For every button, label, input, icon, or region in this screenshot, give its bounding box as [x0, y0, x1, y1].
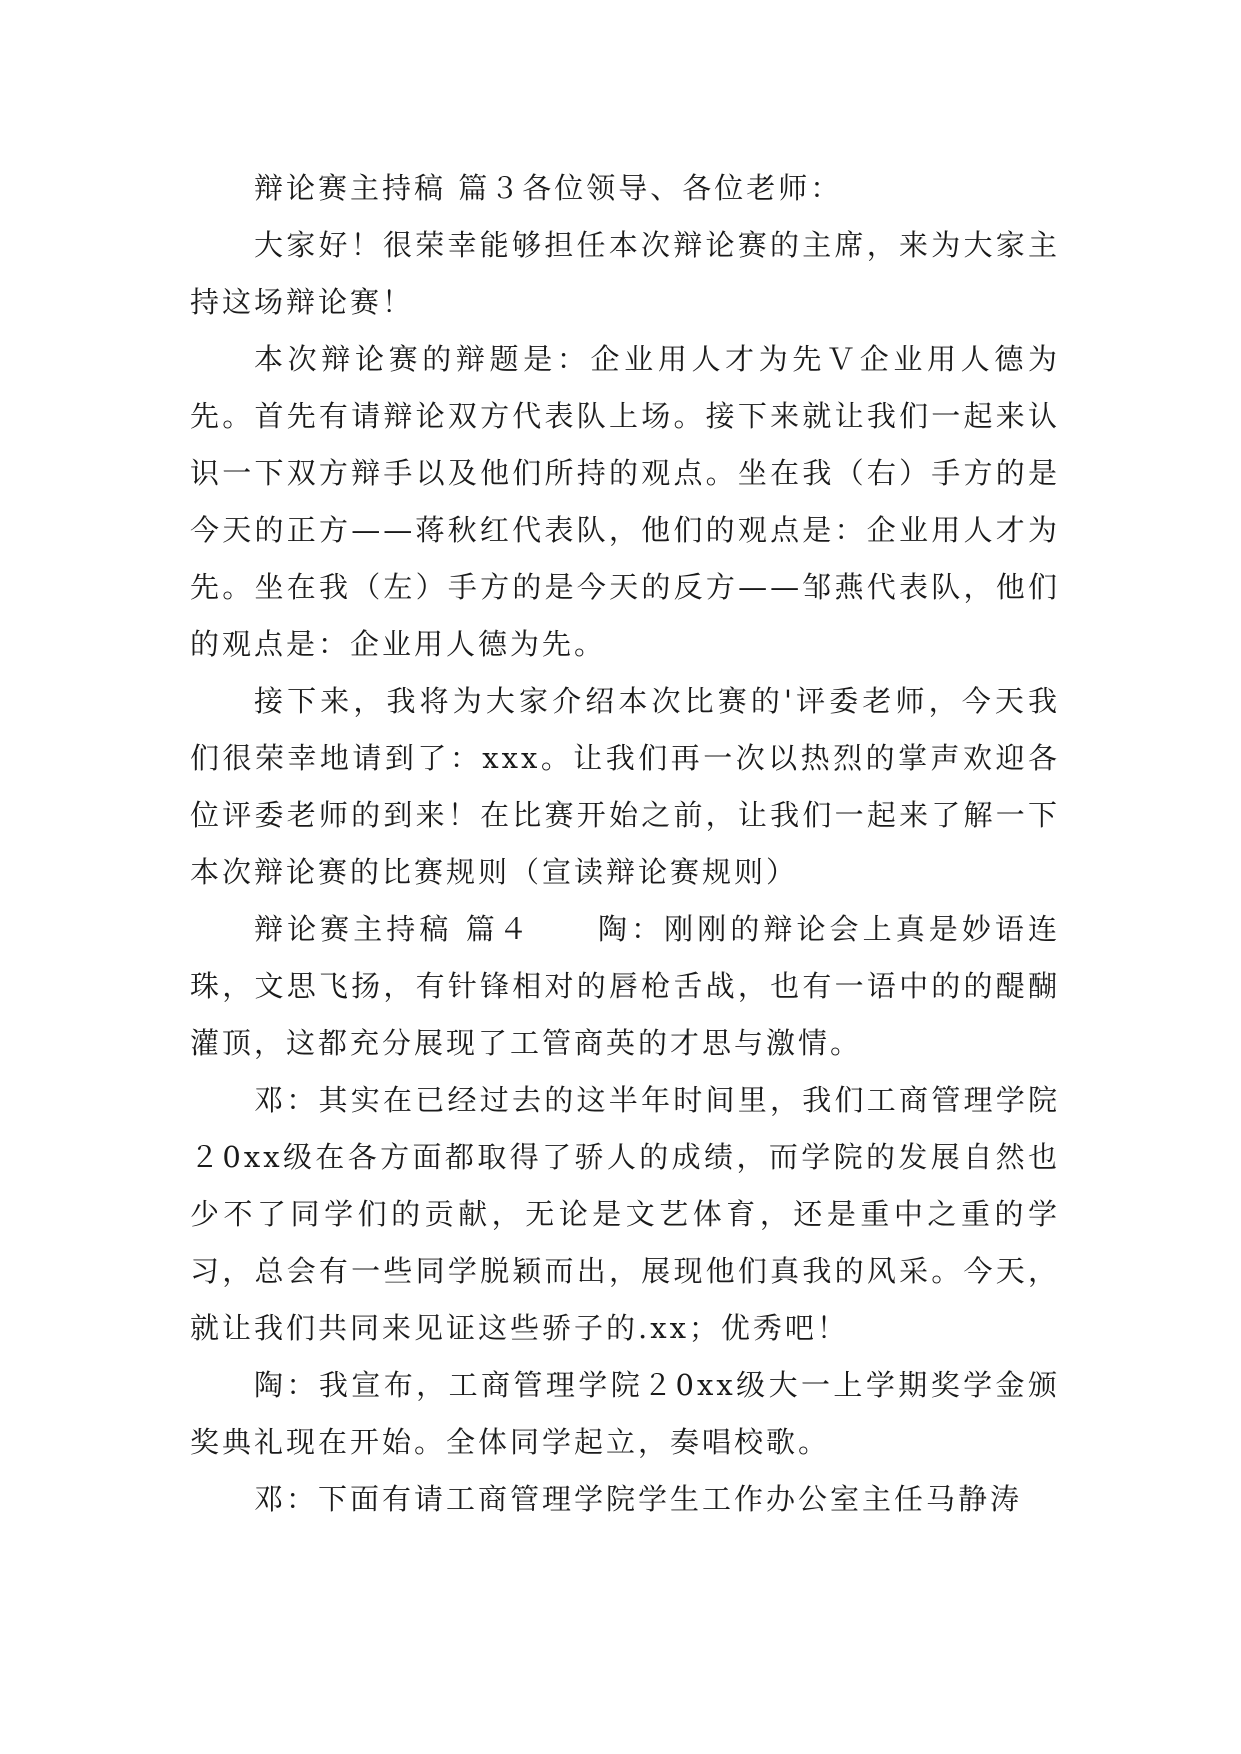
paragraph-topic: 本次辩论赛的辩题是：企业用人才为先Ｖ企业用人德为先。首先有请辩论双方代表队上场。接下来就让我们一起来认识一下双方辩手以及他们所持的观点。坐在我（右）手方的是今天的正方——蒋秋红代表队，他们的观点是：企业用人才为先。坐在我（左）手方的是今天的反方——邹燕代表队，他们的观点是：企业用人德为先。 — [190, 342, 1060, 661]
paragraph-intro: 辩论赛主持稿 篇３各位领导、各位老师： — [254, 171, 843, 205]
document-body — [190, 160, 1060, 1528]
paragraph-greeting: 大家好！很荣幸能够担任本次辩论赛的主席，来为大家主持这场辩论赛！ — [190, 228, 1060, 319]
paragraph-tao-announce: 陶：我宣布，工商管理学院２0xx级大一上学期奖学金颁奖典礼现在开始。全体同学起立，奏唱校歌。 — [190, 1368, 1060, 1459]
paragraph-judges: 接下来，我将为大家介绍本次比赛的'评委老师，今天我们很荣幸地请到了：xxx。让我们再一次以热烈的掌声欢迎各位评委老师的到来！在比赛开始之前，让我们一起来了解一下本次辩论赛的比赛规则（宣读辩论赛规则） — [190, 684, 1060, 889]
paragraph-deng-1: 邓：其实在已经过去的这半年时间里，我们工商管理学院２0xx级在各方面都取得了骄人的成绩，而学院的发展自然也少不了同学们的贡献，无论是文艺体育，还是重中之重的学习，总会有一些同学脱颖而出，展现他们真我的风采。今天，就让我们共同来见证这些骄子的.xx；优秀吧！ — [190, 1083, 1060, 1345]
paragraph-script-4: 辩论赛主持稿 篇４ 陶：刚刚的辩论会上真是妙语连珠，文思飞扬，有针锋相对的唇枪舌战，也有一语中的的醍醐灌顶，这都充分展现了工管商英的才思与激情。 — [190, 912, 1060, 1060]
paragraph-deng-2: 邓：下面有请工商管理学院学生工作办公室主任马静涛 — [254, 1482, 1023, 1516]
